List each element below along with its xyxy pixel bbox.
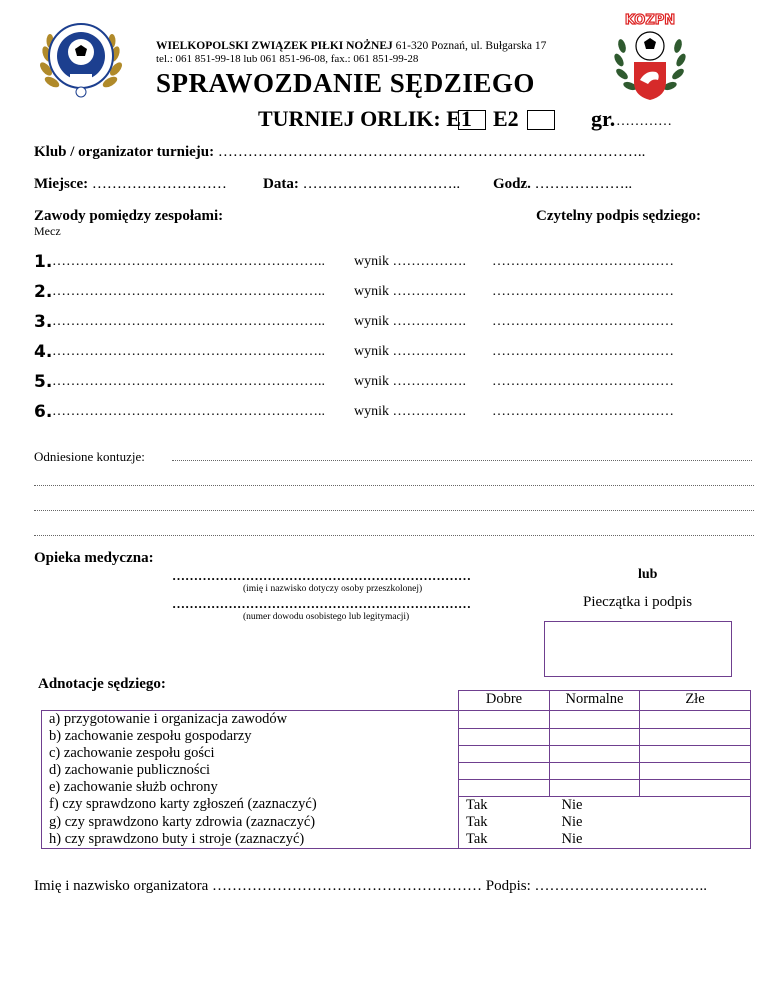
date-label: Data: (263, 176, 299, 192)
no-option-text: Nie (561, 796, 583, 813)
e1-checkbox[interactable] (458, 110, 486, 130)
rating-cell[interactable] (640, 779, 751, 796)
match-signature-field[interactable]: ………………………………… (492, 254, 674, 269)
injuries-line[interactable] (34, 510, 754, 511)
match-teams-field[interactable]: ………………………………………………….. (52, 404, 325, 419)
match-row (34, 314, 754, 334)
col-good: Dobre (459, 691, 550, 711)
organizer-label: Imię i nazwisko organizatora (34, 878, 209, 894)
rating-cell[interactable] (640, 711, 751, 729)
rating-cell[interactable] (550, 711, 640, 729)
rating-cell[interactable] (550, 745, 640, 762)
wzpn-logo (38, 14, 124, 100)
no-option-text: Nie (561, 813, 583, 830)
rating-cell[interactable] (459, 779, 550, 796)
rating-cell[interactable] (640, 762, 751, 779)
match-row (34, 344, 754, 364)
time-label: Godz. (493, 176, 531, 192)
match-row (34, 374, 754, 394)
date-field[interactable]: ………………………….. (302, 176, 461, 192)
medical-id-field[interactable]: …………………………………………………………… (172, 596, 471, 611)
medical-label: Opieka medyczna: (34, 550, 154, 566)
yes-option[interactable]: Tak (459, 831, 550, 849)
group-label: gr. (591, 106, 616, 131)
rating-cell[interactable] (459, 762, 550, 779)
match-row (34, 254, 754, 274)
tournament-label: TURNIEJ ORLIK: E1 (258, 106, 472, 131)
match-teams-field[interactable]: ………………………………………………….. (52, 344, 325, 359)
match-row (34, 404, 754, 424)
org-address: 61-320 Poznań, ul. Bułgarska 17 (395, 40, 547, 52)
rating-cell[interactable] (550, 728, 640, 745)
match-signature-field[interactable]: ………………………………… (492, 374, 674, 389)
yes-option[interactable]: Tak (459, 796, 550, 814)
stamp-box[interactable] (544, 621, 732, 677)
rating-cell[interactable] (459, 745, 550, 762)
organizer-sign-label: Podpis: (485, 878, 531, 894)
match-result-field[interactable]: wynik ……………. (354, 314, 466, 329)
e2-checkbox[interactable] (527, 110, 555, 130)
rating-cell[interactable] (640, 728, 751, 745)
match-teams-field[interactable]: ………………………………………………….. (52, 374, 325, 389)
teams-label: Zawody pomiędzy zespołami: (34, 208, 224, 224)
page-title: SPRAWOZDANIE SĘDZIEGO (156, 68, 535, 98)
org-name: WIELKOPOLSKI ZWIĄZEK PIŁKI NOŻNEJ (156, 40, 393, 52)
no-option[interactable] (561, 796, 751, 814)
place-row (34, 176, 227, 193)
medical-id-caption: (numer dowodu osobistego lub legitymacji) (243, 612, 410, 622)
kozpn-logo (610, 10, 690, 106)
match-number: 2. (34, 282, 53, 302)
signature-label: Czytelny podpis sędziego: (536, 208, 701, 224)
club-label: Klub / organizator turnieju: (34, 144, 215, 160)
annotation-item: a) przygotowanie i organizacja zawodów (42, 711, 459, 729)
col-bad: Złe (640, 691, 751, 711)
time-field[interactable]: ……………….. (534, 176, 633, 192)
club-field[interactable]: ………………………………………………………………………….. (217, 144, 646, 160)
check-item: h) czy sprawdzono buty i stroje (zaznaczyć) (42, 831, 459, 849)
no-option[interactable] (561, 830, 751, 849)
rating-cell[interactable] (459, 728, 550, 745)
medical-name-caption: (imię i nazwisko dotyczy osoby przeszkolonej) (243, 584, 423, 594)
check-item: g) czy sprawdzono karty zdrowia (zaznaczyć) (42, 814, 459, 831)
match-result-field[interactable]: wynik ……………. (354, 344, 466, 359)
place-field[interactable]: ……………………… (91, 176, 227, 192)
organizer-row (34, 878, 707, 895)
kozpn-logo-text: KOZPN (624, 13, 676, 28)
e2-label: E2 (493, 106, 519, 131)
match-result-field[interactable]: wynik ……………. (354, 284, 466, 299)
match-row (34, 284, 754, 304)
match-number: 4. (34, 342, 53, 362)
annotation-item: d) zachowanie publiczności (42, 762, 459, 779)
match-number: 5. (34, 372, 53, 392)
rating-cell[interactable] (550, 762, 640, 779)
annotations-header-blank (42, 691, 459, 711)
annotation-item: e) zachowanie służb ochrony (42, 779, 459, 796)
match-result-field[interactable]: wynik ……………. (354, 374, 466, 389)
rating-cell[interactable] (640, 745, 751, 762)
org-contact: tel.: 061 851-99-18 lub 061 851-96-08, fax.: 061 851-99-28 (156, 53, 419, 65)
no-option-text: Nie (561, 830, 583, 847)
organizer-sign-field[interactable]: …………………………….. (534, 878, 708, 894)
rating-cell[interactable] (550, 779, 640, 796)
match-result-field[interactable]: wynik ……………. (354, 254, 466, 269)
time-row (493, 176, 632, 193)
match-signature-field[interactable]: ………………………………… (492, 314, 674, 329)
match-signature-field[interactable]: ………………………………… (492, 344, 674, 359)
match-signature-field[interactable]: ………………………………… (492, 404, 674, 419)
match-label: Mecz (34, 224, 61, 238)
check-item: f) czy sprawdzono karty zgłoszeń (zaznaczyć) (42, 796, 459, 814)
match-teams-field[interactable]: ………………………………………………….. (52, 314, 325, 329)
stamp-label: Pieczątka i podpis (583, 594, 693, 610)
injuries-line[interactable] (34, 535, 754, 536)
or-label: lub (638, 567, 658, 582)
annotation-item: c) zachowanie zespołu gości (42, 745, 459, 762)
club-row (34, 144, 645, 161)
rating-cell[interactable] (459, 711, 550, 729)
annotations-table (41, 690, 751, 849)
date-row (263, 176, 460, 193)
match-number: 6. (34, 402, 53, 422)
org-header-line (156, 40, 546, 52)
match-teams-field[interactable]: ………………………………………………….. (52, 254, 325, 269)
annotation-item: b) zachowanie zespołu gospodarzy (42, 728, 459, 745)
yes-option[interactable]: Tak (459, 814, 550, 831)
group-field[interactable]: ………… (616, 114, 672, 129)
match-number: 3. (34, 312, 53, 332)
match-number: 1. (34, 252, 53, 272)
medical-name-field[interactable]: …………………………………………………………… (172, 568, 471, 583)
injuries-line[interactable] (34, 485, 754, 486)
place-label: Miejsce: (34, 176, 89, 192)
organizer-field[interactable]: ……………………………………………… (212, 878, 482, 894)
injuries-field[interactable] (172, 460, 752, 461)
match-result-field[interactable]: wynik ……………. (354, 404, 466, 419)
match-teams-field[interactable]: ………………………………………………….. (52, 284, 325, 299)
col-normal: Normalne (550, 691, 640, 711)
injuries-label: Odniesione kontuzje: (34, 449, 145, 464)
no-option[interactable] (561, 813, 751, 831)
match-signature-field[interactable]: ………………………………… (492, 284, 674, 299)
annotations-label: Adnotacje sędziego: (38, 676, 166, 692)
